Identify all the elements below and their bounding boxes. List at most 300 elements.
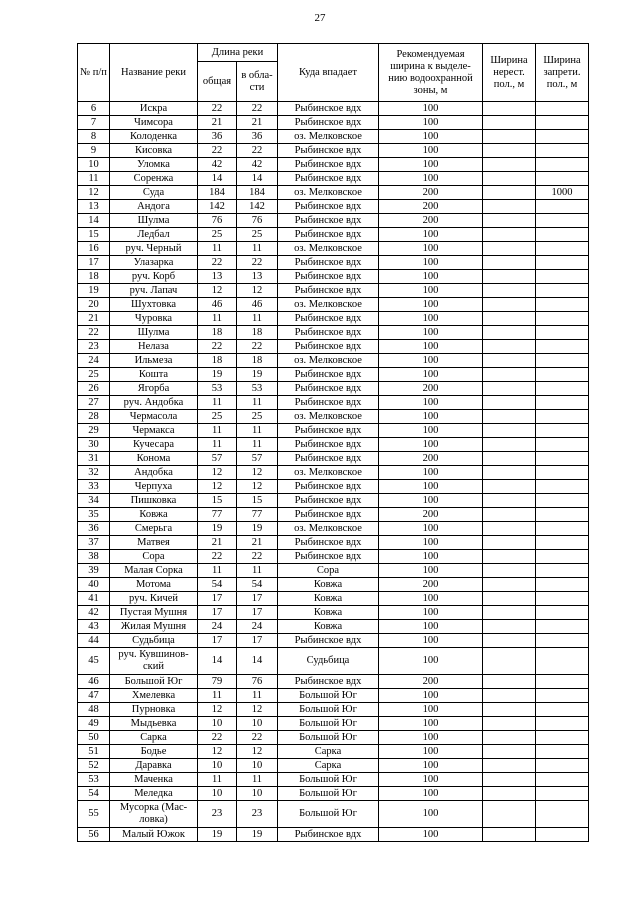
spawning-width-cell bbox=[483, 564, 536, 578]
spawning-width-cell bbox=[483, 745, 536, 759]
recommended-width-cell: 100 bbox=[379, 256, 483, 270]
river-name-cell: Шулма bbox=[110, 214, 198, 228]
prohibited-width-cell bbox=[536, 759, 589, 773]
length-region-cell: 184 bbox=[237, 186, 278, 200]
spawning-width-cell bbox=[483, 438, 536, 452]
table-row bbox=[78, 452, 589, 466]
prohibited-width-cell bbox=[536, 536, 589, 550]
row-number-cell: 8 bbox=[78, 130, 110, 144]
prohibited-width-cell bbox=[536, 340, 589, 354]
prohibited-width-cell bbox=[536, 424, 589, 438]
table-row bbox=[78, 340, 589, 354]
mouth-cell: Рыбинское вдх bbox=[278, 228, 379, 242]
spawning-width-cell bbox=[483, 256, 536, 270]
length-region-cell: 17 bbox=[237, 634, 278, 648]
table-row bbox=[78, 494, 589, 508]
table-row bbox=[78, 354, 589, 368]
recommended-width-cell: 200 bbox=[379, 508, 483, 522]
length-total-cell: 11 bbox=[198, 773, 237, 787]
recommended-width-cell: 100 bbox=[379, 550, 483, 564]
recommended-width-cell: 200 bbox=[379, 214, 483, 228]
river-name-cell: Сора bbox=[110, 550, 198, 564]
spawning-width-cell bbox=[483, 368, 536, 382]
row-number-cell: 36 bbox=[78, 522, 110, 536]
length-region-cell: 57 bbox=[237, 452, 278, 466]
table-row bbox=[78, 438, 589, 452]
prohibited-width-cell bbox=[536, 410, 589, 424]
recommended-width-cell: 100 bbox=[379, 773, 483, 787]
table-row bbox=[78, 144, 589, 158]
recommended-width-cell: 200 bbox=[379, 578, 483, 592]
table-row bbox=[78, 466, 589, 480]
length-region-cell: 25 bbox=[237, 228, 278, 242]
row-number-cell: 50 bbox=[78, 731, 110, 745]
length-region-cell: 13 bbox=[237, 270, 278, 284]
river-name-cell: Малая Сорка bbox=[110, 564, 198, 578]
length-region-cell: 76 bbox=[237, 214, 278, 228]
length-region-cell: 11 bbox=[237, 773, 278, 787]
table-row bbox=[78, 606, 589, 620]
length-region-cell: 11 bbox=[237, 689, 278, 703]
row-number-cell: 39 bbox=[78, 564, 110, 578]
river-name-cell: Хмелевка bbox=[110, 689, 198, 703]
prohibited-width-cell bbox=[536, 801, 589, 828]
table-row bbox=[78, 578, 589, 592]
recommended-width-cell: 100 bbox=[379, 634, 483, 648]
prohibited-width-cell bbox=[536, 675, 589, 689]
recommended-width-cell: 100 bbox=[379, 787, 483, 801]
recommended-width-cell: 200 bbox=[379, 452, 483, 466]
length-total-cell: 54 bbox=[198, 578, 237, 592]
river-name-cell: Чермасола bbox=[110, 410, 198, 424]
river-name-cell: Смерьга bbox=[110, 522, 198, 536]
river-name-cell: Черпуха bbox=[110, 480, 198, 494]
mouth-cell: Большой Юг bbox=[278, 773, 379, 787]
mouth-cell: Сарка bbox=[278, 759, 379, 773]
row-number-cell: 52 bbox=[78, 759, 110, 773]
length-total-cell: 21 bbox=[198, 536, 237, 550]
row-number-cell: 49 bbox=[78, 717, 110, 731]
row-number-cell: 38 bbox=[78, 550, 110, 564]
length-total-cell: 12 bbox=[198, 480, 237, 494]
recommended-width-cell: 100 bbox=[379, 284, 483, 298]
row-number-cell: 32 bbox=[78, 466, 110, 480]
spawning-width-cell bbox=[483, 675, 536, 689]
length-total-cell: 17 bbox=[198, 606, 237, 620]
recommended-width-cell: 100 bbox=[379, 564, 483, 578]
mouth-cell: Рыбинское вдх bbox=[278, 116, 379, 130]
mouth-cell: Рыбинское вдх bbox=[278, 102, 379, 116]
length-region-cell: 10 bbox=[237, 787, 278, 801]
length-total-cell: 18 bbox=[198, 326, 237, 340]
row-number-cell: 47 bbox=[78, 689, 110, 703]
row-number-cell: 45 bbox=[78, 648, 110, 675]
river-name-cell: Чермакса bbox=[110, 424, 198, 438]
river-name-cell: Кучесара bbox=[110, 438, 198, 452]
recommended-width-cell: 100 bbox=[379, 522, 483, 536]
spawning-width-cell bbox=[483, 787, 536, 801]
length-total-cell: 19 bbox=[198, 522, 237, 536]
spawning-width-cell bbox=[483, 172, 536, 186]
prohibited-width-cell bbox=[536, 172, 589, 186]
row-number-cell: 13 bbox=[78, 200, 110, 214]
row-number-cell: 53 bbox=[78, 773, 110, 787]
spawning-width-cell bbox=[483, 228, 536, 242]
row-number-cell: 27 bbox=[78, 396, 110, 410]
river-name-cell: руч. Корб bbox=[110, 270, 198, 284]
prohibited-width-cell bbox=[536, 466, 589, 480]
length-total-cell: 22 bbox=[198, 731, 237, 745]
row-number-cell: 21 bbox=[78, 312, 110, 326]
table-row bbox=[78, 312, 589, 326]
length-region-cell: 21 bbox=[237, 116, 278, 130]
row-number-cell: 35 bbox=[78, 508, 110, 522]
table-row bbox=[78, 828, 589, 842]
length-region-cell: 12 bbox=[237, 284, 278, 298]
length-region-cell: 12 bbox=[237, 745, 278, 759]
length-total-cell: 14 bbox=[198, 172, 237, 186]
river-name-cell: Андога bbox=[110, 200, 198, 214]
mouth-cell: Ковжа bbox=[278, 578, 379, 592]
prohibited-width-cell bbox=[536, 578, 589, 592]
recommended-width-cell: 100 bbox=[379, 606, 483, 620]
prohibited-width-cell: 1000 bbox=[536, 186, 589, 200]
spawning-width-cell bbox=[483, 284, 536, 298]
river-name-cell: руч. Черный bbox=[110, 242, 198, 256]
recommended-width-cell: 100 bbox=[379, 354, 483, 368]
row-number-cell: 11 bbox=[78, 172, 110, 186]
mouth-cell: Рыбинское вдх bbox=[278, 172, 379, 186]
mouth-cell: Большой Юг bbox=[278, 717, 379, 731]
row-number-cell: 7 bbox=[78, 116, 110, 130]
spawning-width-cell bbox=[483, 634, 536, 648]
rivers-table bbox=[77, 43, 589, 842]
mouth-cell: Рыбинское вдх bbox=[278, 368, 379, 382]
mouth-cell: Ковжа bbox=[278, 606, 379, 620]
prohibited-width-cell bbox=[536, 522, 589, 536]
length-region-cell: 22 bbox=[237, 731, 278, 745]
length-total-cell: 15 bbox=[198, 494, 237, 508]
river-name-cell: Шухтовка bbox=[110, 298, 198, 312]
spawning-width-cell bbox=[483, 130, 536, 144]
river-name-cell: руч. Кувшинов-ский bbox=[110, 648, 198, 675]
recommended-width-cell: 200 bbox=[379, 186, 483, 200]
table-row bbox=[78, 536, 589, 550]
recommended-width-cell: 200 bbox=[379, 200, 483, 214]
mouth-cell: Рыбинское вдх bbox=[278, 494, 379, 508]
prohibited-width-cell bbox=[536, 396, 589, 410]
row-number-cell: 51 bbox=[78, 745, 110, 759]
spawning-width-cell bbox=[483, 340, 536, 354]
row-number-cell: 29 bbox=[78, 424, 110, 438]
row-number-cell: 34 bbox=[78, 494, 110, 508]
table-row bbox=[78, 382, 589, 396]
table-row bbox=[78, 731, 589, 745]
mouth-cell: оз. Мелковское bbox=[278, 354, 379, 368]
table-row bbox=[78, 158, 589, 172]
spawning-width-cell bbox=[483, 801, 536, 828]
length-total-cell: 22 bbox=[198, 102, 237, 116]
recommended-width-cell: 100 bbox=[379, 703, 483, 717]
length-region-cell: 22 bbox=[237, 340, 278, 354]
length-region-cell: 142 bbox=[237, 200, 278, 214]
length-total-cell: 22 bbox=[198, 340, 237, 354]
row-number-cell: 40 bbox=[78, 578, 110, 592]
mouth-cell: Сора bbox=[278, 564, 379, 578]
spawning-width-cell bbox=[483, 578, 536, 592]
mouth-cell: Рыбинское вдх bbox=[278, 214, 379, 228]
spawning-width-cell bbox=[483, 508, 536, 522]
table-row bbox=[78, 564, 589, 578]
length-region-cell: 36 bbox=[237, 130, 278, 144]
prohibited-width-cell bbox=[536, 284, 589, 298]
prohibited-width-cell bbox=[536, 620, 589, 634]
recommended-width-cell: 100 bbox=[379, 144, 483, 158]
page-number: 27 bbox=[314, 12, 326, 24]
recommended-width-cell: 100 bbox=[379, 494, 483, 508]
table-row bbox=[78, 703, 589, 717]
length-region-cell: 19 bbox=[237, 368, 278, 382]
length-region-cell: 10 bbox=[237, 717, 278, 731]
mouth-cell: Рыбинское вдх bbox=[278, 452, 379, 466]
river-name-cell: Кисовка bbox=[110, 144, 198, 158]
mouth-cell: Рыбинское вдх bbox=[278, 675, 379, 689]
length-region-cell: 25 bbox=[237, 410, 278, 424]
length-total-cell: 19 bbox=[198, 368, 237, 382]
recommended-width-cell: 100 bbox=[379, 270, 483, 284]
recommended-width-cell: 100 bbox=[379, 340, 483, 354]
length-total-cell: 10 bbox=[198, 759, 237, 773]
prohibited-width-cell bbox=[536, 256, 589, 270]
length-region-cell: 17 bbox=[237, 592, 278, 606]
table-row bbox=[78, 228, 589, 242]
row-number-cell: 9 bbox=[78, 144, 110, 158]
prohibited-width-cell bbox=[536, 494, 589, 508]
row-number-cell: 23 bbox=[78, 340, 110, 354]
table-row bbox=[78, 550, 589, 564]
table-row bbox=[78, 801, 589, 828]
prohibited-width-cell bbox=[536, 354, 589, 368]
mouth-cell: Рыбинское вдх bbox=[278, 144, 379, 158]
table-row bbox=[78, 396, 589, 410]
length-region-cell: 12 bbox=[237, 703, 278, 717]
river-name-cell: Конома bbox=[110, 452, 198, 466]
table-row bbox=[78, 130, 589, 144]
mouth-cell: оз. Мелковское bbox=[278, 298, 379, 312]
length-region-cell: 42 bbox=[237, 158, 278, 172]
mouth-cell: Рыбинское вдх bbox=[278, 438, 379, 452]
table-row bbox=[78, 326, 589, 340]
mouth-cell: Рыбинское вдх bbox=[278, 550, 379, 564]
row-number-cell: 41 bbox=[78, 592, 110, 606]
spawning-width-cell bbox=[483, 102, 536, 116]
length-region-cell: 53 bbox=[237, 382, 278, 396]
recommended-width-cell: 100 bbox=[379, 228, 483, 242]
mouth-cell: Сарка bbox=[278, 745, 379, 759]
row-number-cell: 10 bbox=[78, 158, 110, 172]
recommended-width-cell: 100 bbox=[379, 424, 483, 438]
recommended-width-cell: 100 bbox=[379, 689, 483, 703]
length-total-cell: 22 bbox=[198, 550, 237, 564]
prohibited-width-cell bbox=[536, 200, 589, 214]
mouth-cell: Рыбинское вдх bbox=[278, 158, 379, 172]
length-total-cell: 22 bbox=[198, 256, 237, 270]
recommended-width-cell: 100 bbox=[379, 480, 483, 494]
length-region-cell: 14 bbox=[237, 172, 278, 186]
prohibited-width-cell bbox=[536, 144, 589, 158]
river-name-cell: Мотома bbox=[110, 578, 198, 592]
river-name-cell: Маченка bbox=[110, 773, 198, 787]
length-total-cell: 14 bbox=[198, 648, 237, 675]
row-number-cell: 48 bbox=[78, 703, 110, 717]
length-total-cell: 42 bbox=[198, 158, 237, 172]
length-region-cell: 11 bbox=[237, 242, 278, 256]
mouth-cell: Ковжа bbox=[278, 592, 379, 606]
length-region-cell: 17 bbox=[237, 606, 278, 620]
prohibited-width-cell bbox=[536, 773, 589, 787]
recommended-width-cell: 100 bbox=[379, 731, 483, 745]
river-name-cell: Уломка bbox=[110, 158, 198, 172]
table-row bbox=[78, 787, 589, 801]
spawning-width-cell bbox=[483, 522, 536, 536]
table-row bbox=[78, 410, 589, 424]
spawning-width-cell bbox=[483, 242, 536, 256]
river-name-cell: Бодье bbox=[110, 745, 198, 759]
length-total-cell: 17 bbox=[198, 592, 237, 606]
river-name-cell: Меледка bbox=[110, 787, 198, 801]
prohibited-width-cell bbox=[536, 634, 589, 648]
river-name-cell: Малый Южок bbox=[110, 828, 198, 842]
table-row bbox=[78, 717, 589, 731]
length-region-cell: 22 bbox=[237, 144, 278, 158]
length-total-cell: 142 bbox=[198, 200, 237, 214]
length-region-cell: 18 bbox=[237, 326, 278, 340]
recommended-width-cell: 100 bbox=[379, 368, 483, 382]
spawning-width-cell bbox=[483, 466, 536, 480]
header-length-group: Длина реки bbox=[198, 44, 278, 62]
table-row bbox=[78, 522, 589, 536]
recommended-width-cell: 100 bbox=[379, 326, 483, 340]
mouth-cell: Большой Юг bbox=[278, 703, 379, 717]
length-region-cell: 11 bbox=[237, 424, 278, 438]
recommended-width-cell: 100 bbox=[379, 410, 483, 424]
prohibited-width-cell bbox=[536, 382, 589, 396]
length-total-cell: 11 bbox=[198, 564, 237, 578]
table-row bbox=[78, 298, 589, 312]
spawning-width-cell bbox=[483, 144, 536, 158]
length-total-cell: 24 bbox=[198, 620, 237, 634]
spawning-width-cell bbox=[483, 550, 536, 564]
prohibited-width-cell bbox=[536, 731, 589, 745]
spawning-width-cell bbox=[483, 298, 536, 312]
length-region-cell: 23 bbox=[237, 801, 278, 828]
prohibited-width-cell bbox=[536, 438, 589, 452]
length-total-cell: 12 bbox=[198, 284, 237, 298]
length-total-cell: 79 bbox=[198, 675, 237, 689]
length-total-cell: 22 bbox=[198, 144, 237, 158]
row-number-cell: 44 bbox=[78, 634, 110, 648]
header-spawning-width: Ширина нерест. пол., м bbox=[483, 44, 536, 102]
prohibited-width-cell bbox=[536, 116, 589, 130]
mouth-cell: оз. Мелковское bbox=[278, 466, 379, 480]
spawning-width-cell bbox=[483, 703, 536, 717]
row-number-cell: 24 bbox=[78, 354, 110, 368]
length-total-cell: 76 bbox=[198, 214, 237, 228]
length-total-cell: 11 bbox=[198, 438, 237, 452]
mouth-cell: оз. Мелковское bbox=[278, 186, 379, 200]
row-number-cell: 37 bbox=[78, 536, 110, 550]
row-number-cell: 43 bbox=[78, 620, 110, 634]
prohibited-width-cell bbox=[536, 564, 589, 578]
recommended-width-cell: 100 bbox=[379, 759, 483, 773]
length-region-cell: 11 bbox=[237, 438, 278, 452]
prohibited-width-cell bbox=[536, 689, 589, 703]
prohibited-width-cell bbox=[536, 717, 589, 731]
spawning-width-cell bbox=[483, 480, 536, 494]
spawning-width-cell bbox=[483, 326, 536, 340]
length-total-cell: 184 bbox=[198, 186, 237, 200]
header-length-total: общая bbox=[198, 62, 237, 102]
length-total-cell: 77 bbox=[198, 508, 237, 522]
length-region-cell: 22 bbox=[237, 102, 278, 116]
mouth-cell: Рыбинское вдх bbox=[278, 270, 379, 284]
length-total-cell: 13 bbox=[198, 270, 237, 284]
length-total-cell: 19 bbox=[198, 828, 237, 842]
river-name-cell: Ягорба bbox=[110, 382, 198, 396]
length-total-cell: 25 bbox=[198, 410, 237, 424]
prohibited-width-cell bbox=[536, 312, 589, 326]
spawning-width-cell bbox=[483, 494, 536, 508]
spawning-width-cell bbox=[483, 158, 536, 172]
river-name-cell: Нелаза bbox=[110, 340, 198, 354]
river-name-cell: Пустая Мушня bbox=[110, 606, 198, 620]
row-number-cell: 17 bbox=[78, 256, 110, 270]
recommended-width-cell: 100 bbox=[379, 536, 483, 550]
recommended-width-cell: 100 bbox=[379, 801, 483, 828]
recommended-width-cell: 100 bbox=[379, 648, 483, 675]
prohibited-width-cell bbox=[536, 606, 589, 620]
prohibited-width-cell bbox=[536, 480, 589, 494]
recommended-width-cell: 100 bbox=[379, 396, 483, 410]
table-row bbox=[78, 256, 589, 270]
length-total-cell: 12 bbox=[198, 466, 237, 480]
recommended-width-cell: 100 bbox=[379, 312, 483, 326]
recommended-width-cell: 100 bbox=[379, 717, 483, 731]
spawning-width-cell bbox=[483, 731, 536, 745]
mouth-cell: Ковжа bbox=[278, 620, 379, 634]
length-region-cell: 22 bbox=[237, 256, 278, 270]
river-name-cell: Сарка bbox=[110, 731, 198, 745]
mouth-cell: Большой Юг bbox=[278, 787, 379, 801]
table-body bbox=[78, 102, 589, 842]
river-name-cell: Жилая Мушня bbox=[110, 620, 198, 634]
row-number-cell: 16 bbox=[78, 242, 110, 256]
length-total-cell: 10 bbox=[198, 717, 237, 731]
prohibited-width-cell bbox=[536, 592, 589, 606]
recommended-width-cell: 100 bbox=[379, 745, 483, 759]
recommended-width-cell: 100 bbox=[379, 172, 483, 186]
length-region-cell: 11 bbox=[237, 312, 278, 326]
river-name-cell: руч. Лапач bbox=[110, 284, 198, 298]
row-number-cell: 30 bbox=[78, 438, 110, 452]
river-name-cell: руч. Андобка bbox=[110, 396, 198, 410]
river-name-cell: Ильмеза bbox=[110, 354, 198, 368]
spawning-width-cell bbox=[483, 606, 536, 620]
prohibited-width-cell bbox=[536, 703, 589, 717]
length-region-cell: 14 bbox=[237, 648, 278, 675]
row-number-cell: 20 bbox=[78, 298, 110, 312]
river-name-cell: Мыдьевка bbox=[110, 717, 198, 731]
